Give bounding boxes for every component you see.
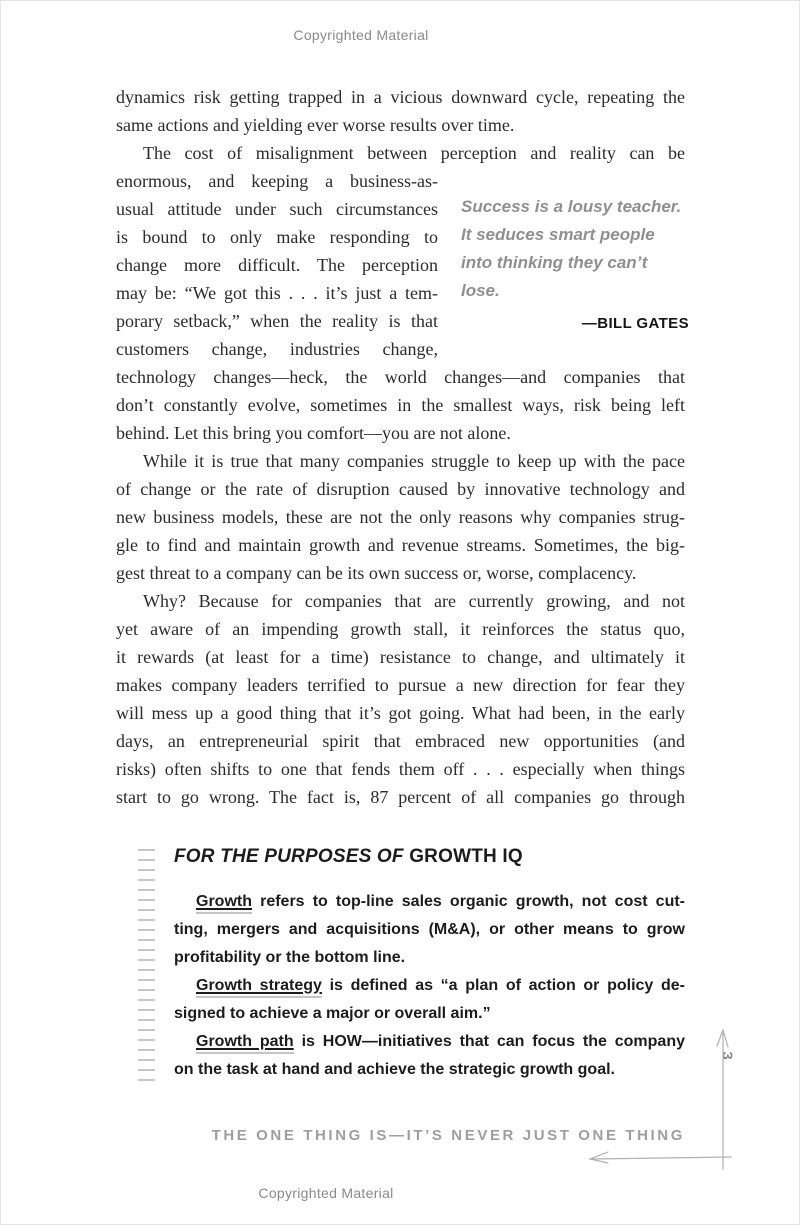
paragraph-3 xyxy=(116,447,685,587)
text-line: lose. xyxy=(461,281,500,300)
definitions-box-title-italic: FOR THE PURPOSES OF xyxy=(174,846,404,867)
text-line: makes company leaders terrified to pursue a new direction for fear they xyxy=(116,675,685,695)
text-line: it rewards (at least for a time) resistance to change, and ultimately it xyxy=(116,647,685,667)
text-line: Success is a lousy teacher. xyxy=(461,197,682,216)
underlined-term: Growth path xyxy=(196,1033,294,1054)
paragraph-4 xyxy=(116,587,685,811)
text-line: Growth refers to top-line sales organic growth, not cost cut- xyxy=(174,888,685,916)
text-line: start to go wrong. The fact is, 87 percent of all companies go through xyxy=(116,787,685,807)
definition-growth xyxy=(174,888,685,972)
paragraph-2-lead xyxy=(116,139,685,167)
pencil-arrow-decoration xyxy=(576,1013,756,1178)
text-line: gle to find and maintain growth and revenue streams. Sometimes, the big- xyxy=(116,535,685,555)
underlined-term: Growth strategy xyxy=(196,977,322,998)
text-line: Growth strategy is defined as “a plan of action or policy de- xyxy=(174,972,685,1000)
pull-quote-lines xyxy=(461,193,689,305)
text-line: will mess up a good thing that it’s got going. What had been, in the early xyxy=(116,703,685,723)
text-line: The cost of misalignment between perception and reality can be xyxy=(143,143,685,163)
definitions-box-title-regular: GROWTH IQ xyxy=(403,846,523,867)
text-line: gest threat to a company can be its own success or, worse, complacency. xyxy=(116,563,637,583)
paragraph-2-narrow xyxy=(116,167,438,363)
page-number: 3 xyxy=(718,1051,736,1060)
text-line: While it is true that many companies struggle to keep up with the pace xyxy=(143,451,685,471)
arrow-left-head xyxy=(590,1152,608,1163)
hash-marks-decoration xyxy=(138,849,155,1087)
text-line: on the task at hand and achieve the strategic growth goal. xyxy=(174,1061,615,1078)
text-line: behind. Let this bring you comfort—you are not alone. xyxy=(116,423,511,443)
text-line: new business models, these are not the only reasons why companies strug- xyxy=(116,507,685,527)
text-line: technology changes—heck, the world changes—and companies that xyxy=(116,367,685,387)
arrow-horizontal-line xyxy=(591,1157,731,1159)
text-line: Growth path is HOW—initiatives that can focus the company xyxy=(174,1028,685,1056)
text-line: change more difficult. The perception xyxy=(116,255,438,275)
running-footer: THE ONE THING IS—IT’S NEVER JUST ONE THING xyxy=(211,1127,685,1144)
text-line: may be: “We got this . . . it’s just a tem- xyxy=(116,283,438,303)
text-line: customers change, industries change, xyxy=(116,339,438,359)
pull-quote xyxy=(461,193,689,338)
text-line: Why? Because for companies that are currently growing, and not xyxy=(143,591,685,611)
copyright-notice-bottom: Copyrighted Material xyxy=(258,1185,394,1201)
text-line: signed to achieve a major or overall aim.” xyxy=(174,1005,491,1022)
text-line: of change or the rate of disruption caused by innovative technology and xyxy=(116,479,685,499)
text-line: It seduces smart people xyxy=(461,225,655,244)
copyright-notice-top: Copyrighted Material xyxy=(293,27,429,43)
text-line: is bound to only make responding to xyxy=(116,227,438,247)
text-line: porary setback,” when the reality is that xyxy=(116,311,438,331)
text-line: don’t constantly evolve, sometimes in the smallest ways, risk being left xyxy=(116,395,685,415)
text-line: ting, mergers and acquisitions (M&A), or other means to grow xyxy=(174,921,685,938)
pull-quote-attribution: —BILL GATES xyxy=(581,315,689,332)
text-line: usual attitude under such circumstances xyxy=(116,199,438,219)
text-line: enormous, and keeping a business-as- xyxy=(116,171,438,191)
paragraph-1 xyxy=(116,83,685,139)
text-line: into thinking they can’t xyxy=(461,253,648,272)
paragraph-2-tail xyxy=(116,363,685,447)
text-line: days, an entrepreneurial spirit that embraced new opportunities (and xyxy=(116,731,685,751)
text-line: risks) often shifts to one that fends them off . . . especially when things xyxy=(116,759,685,779)
text-line: dynamics risk getting trapped in a vicious downward cycle, repeating the xyxy=(116,87,685,107)
text-line: same actions and yielding ever worse results over time. xyxy=(116,115,515,135)
definitions-box-title xyxy=(174,846,523,868)
text-line: profitability or the bottom line. xyxy=(174,949,406,966)
text-line: yet aware of an impending growth stall, it reinforces the status quo, xyxy=(116,619,685,639)
underlined-term: Growth xyxy=(196,893,252,914)
